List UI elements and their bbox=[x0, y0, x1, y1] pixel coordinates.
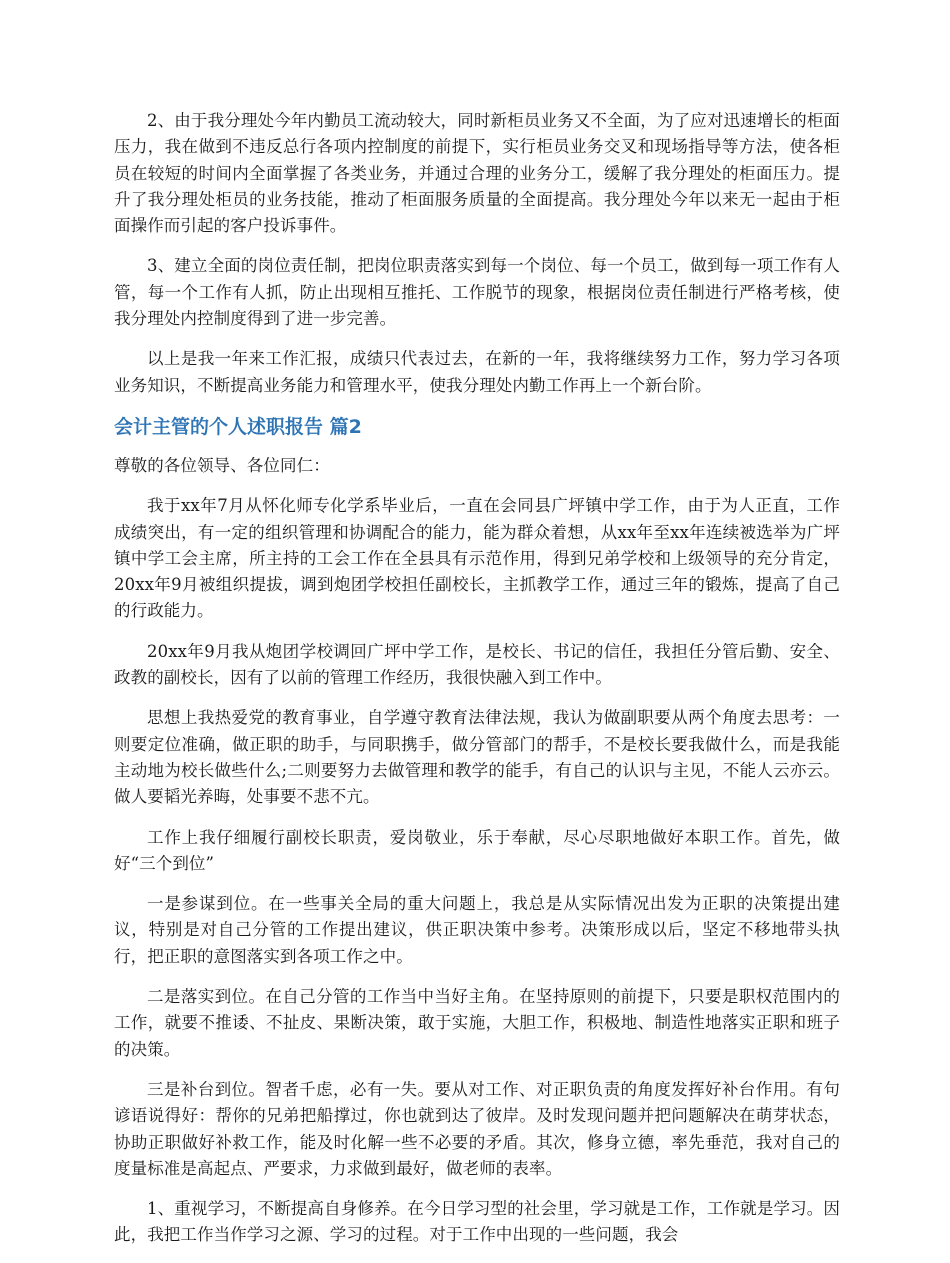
body-paragraph: 一是参谋到位。在一些事关全局的重大问题上，我总是从实际情况出发为正职的决策提出建议，特别是对自己分管的工作提出建议，供正职决策中参考。决策形成以后，坚定不移地带头执行，把正职的意图落实到各项工作之中。 bbox=[114, 894, 840, 966]
body-paragraph: 三是补台到位。智者千虑，必有一失。要从对工作、对正职负责的角度发挥好补台作用。有句谚语说得好：帮你的兄弟把船撑过，你也就到达了彼岸。及时发现问题并把问题解决在萌芽状态，协助正职做好补救工作，能及时化解一些不必要的矛盾。其次，修身立德，率先垂范，我对自己的度量标准是高起点、严要求，力求做到最好，做老师的表率。 bbox=[114, 1079, 840, 1178]
body-paragraph: 我于xx年7月从怀化师专化学系毕业后，一直在会同县广坪镇中学工作，由于为人正直，工作成绩突出，有一定的组织管理和协调配合的能力，能为群众着想，从xx年至xx年连续被选举为广坪镇中学工会主席，所主持的工会工作在全县具有示范作用，得到兄弟学校和上级领导的充分肯定，20xx年9月被组织提拔，调到炮团学校担任副校长，主抓教学工作，通过三年的锻炼，提高了自己的行政能力。 bbox=[114, 496, 840, 621]
body-paragraph: 3、建立全面的岗位责任制，把岗位职责落实到每一个岗位、每一个员工，做到每一项工作有人管，每一个工作有人抓，防止出现相互推托、工作脱节的现象，根据岗位责任制进行严格考核，使我分理处内控制度得到了进一步完善。 bbox=[114, 256, 840, 329]
body-paragraph: 工作上我仔细履行副校长职责，爱岗敬业，乐于奉献，尽心尽职地做好本职工作。首先，做好“三个到位” bbox=[114, 827, 840, 873]
body-paragraph: 1、重视学习，不断提高自身修养。在今日学习型的社会里，学习就是工作，工作就是学习。因此，我把工作当作学习之源、学习的过程。对于工作中出现的一些问题，我会 bbox=[114, 1199, 840, 1245]
body-paragraph: 二是落实到位。在自己分管的工作当中当好主角。在坚持原则的前提下，只要是职权范围内的工作，就要不推诿、不扯皮、果断决策，敢于实施，大胆工作，积极地、制造性地落实正职和班子的决策。 bbox=[114, 987, 840, 1059]
salutation: 尊敬的各位领导、各位同仁： bbox=[114, 455, 330, 475]
section-heading: 会计主管的个人述职报告 篇2 bbox=[114, 415, 362, 438]
body-paragraph: 2、由于我分理处今年内勤员工流动较大，同时新柜员业务又不全面，为了应对迅速增长的柜面压力，我在做到不违反总行各项内控制度的前提下，实行柜员业务交叉和现场指导等方法，使各柜员在较短的时间内全面掌握了各类业务，并通过合理的业务分工，缓解了我分理处的柜面压力。提升了我分理处柜员的业务技能，推动了柜面服务质量的全面提高。我分理处今年以来无一起由于柜面操作而引起的客户投诉事件。 bbox=[114, 111, 840, 236]
body-paragraph: 思想上我热爱党的教育事业，自学遵守教育法律法规，我认为做副职要从两个角度去思考：一则要定位准确，做正职的助手，与同职携手，做分管部门的帮手，不是校长要我做什么，而是我能主动地为校长做些什么;二则要努力去做管理和教学的能手，有自己的认识与主见，不能人云亦云。做人要韬光养晦，处事要不悲不亢。 bbox=[114, 708, 840, 807]
body-paragraph: 以上是我一年来工作汇报，成绩只代表过去，在新的一年，我将继续努力工作，努力学习各项业务知识，不断提高业务能力和管理水平，使我分理处内勤工作再上一个新台阶。 bbox=[114, 349, 840, 395]
document-page bbox=[114, 108, 840, 1263]
body-paragraph: 20xx年9月我从炮团学校调回广坪中学工作，是校长、书记的信任，我担任分管后勤、安全、政教的副校长，因有了以前的管理工作经历，我很快融入到工作中。 bbox=[114, 641, 840, 688]
